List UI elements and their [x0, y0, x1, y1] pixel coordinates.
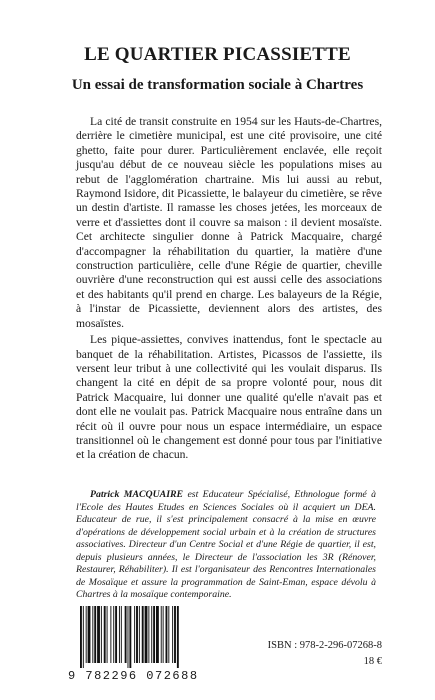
summary-paragraph: La cité de transit construite en 1954 sur les Hauts-de-Chartres, derrière le cimetière municipal, est une cité provisoire, une cité ghetto, faite pour durer. Particulièrement enclavée, elle reçoit jusqu'au début de ce nouveau siècle les populations mises au rebut de l'agglomération chartraine. Mis lui aussi au rebut, Raymond Isidore, dit Picassiette, le balayeur du cimetière, se rêve un destin d'artiste. Il ramasse les choses jetées, les morceaux de verre et d'assiettes dont il couvre sa maison : il devient mosaïste. Cet architecte singulier donne à Patrick Macquaire, chargé d'accompagner la réhabilitation du quartier, la matière d'une construction particulière, celle d'une Régie de quartier, cheville ouvrière d'une reconstruction qui est aussi celle des associations et des habitants qu'il prend en charge. Les balayeurs de la Régie, à l'instar de Picassiette, deviennent alors des artistes, des mosaïstes. — [76, 115, 382, 330]
book-title: LE QUARTIER PICASSIETTE — [84, 44, 351, 65]
isbn: ISBN : 978-2-296-07268-8 — [267, 640, 382, 651]
author-bio-text: est Educateur Spécialisé, Ethnologue formé à l'Ecole des Hautes Etudes en Sciences Sociales où il acquiert un DEA. Educateur de rue, il s'est principalement consacré à la mise en œuvre d'opérations de développement social urbain et à la création de structures associatives. Directeur d'un Centre Social et d'une Régie de quartier, il est, depuis plusieurs années, le Directeur de l'association les 3R (Rénover, Restaurer, Réhabiliter). Il est l'organisateur des Rencontres Internationales de Mosaïque et assure la programmation de Saint-Eman, espace dévolu à Chartres à la mosaïque contemporaine. — [76, 489, 376, 600]
barcode-digits: 9 782296 072688 — [68, 669, 199, 683]
summary-paragraph: Les pique-assiettes, convives inattendus, font le spectacle au banquet de la réhabilitation. Artistes, Picassos de l'assiette, ils versent leur tribut à une collectivité qui les voulait disparus. Ils changent la cité en dépit de sa propre volonté pour, nous dit Patrick Macquaire, lui donner une qualité qu'elle n'avait pas et dont elle ne voulait pas. Patrick Macquaire nous entraîne dans un récit où il ouvre pour nous un espace intermédiaire, un espace transitionnel où le changement est donné pour tous par l'initiative et la création de chacun. — [76, 333, 382, 462]
price: 18 € — [363, 656, 382, 667]
summary-text — [76, 115, 382, 463]
barcode — [74, 606, 202, 672]
author-name: Patrick MACQUAIRE — [90, 489, 184, 500]
author-bio — [76, 489, 376, 602]
barcode-graphic — [74, 606, 202, 668]
book-subtitle: Un essai de transformation sociale à Chartres — [71, 77, 364, 93]
